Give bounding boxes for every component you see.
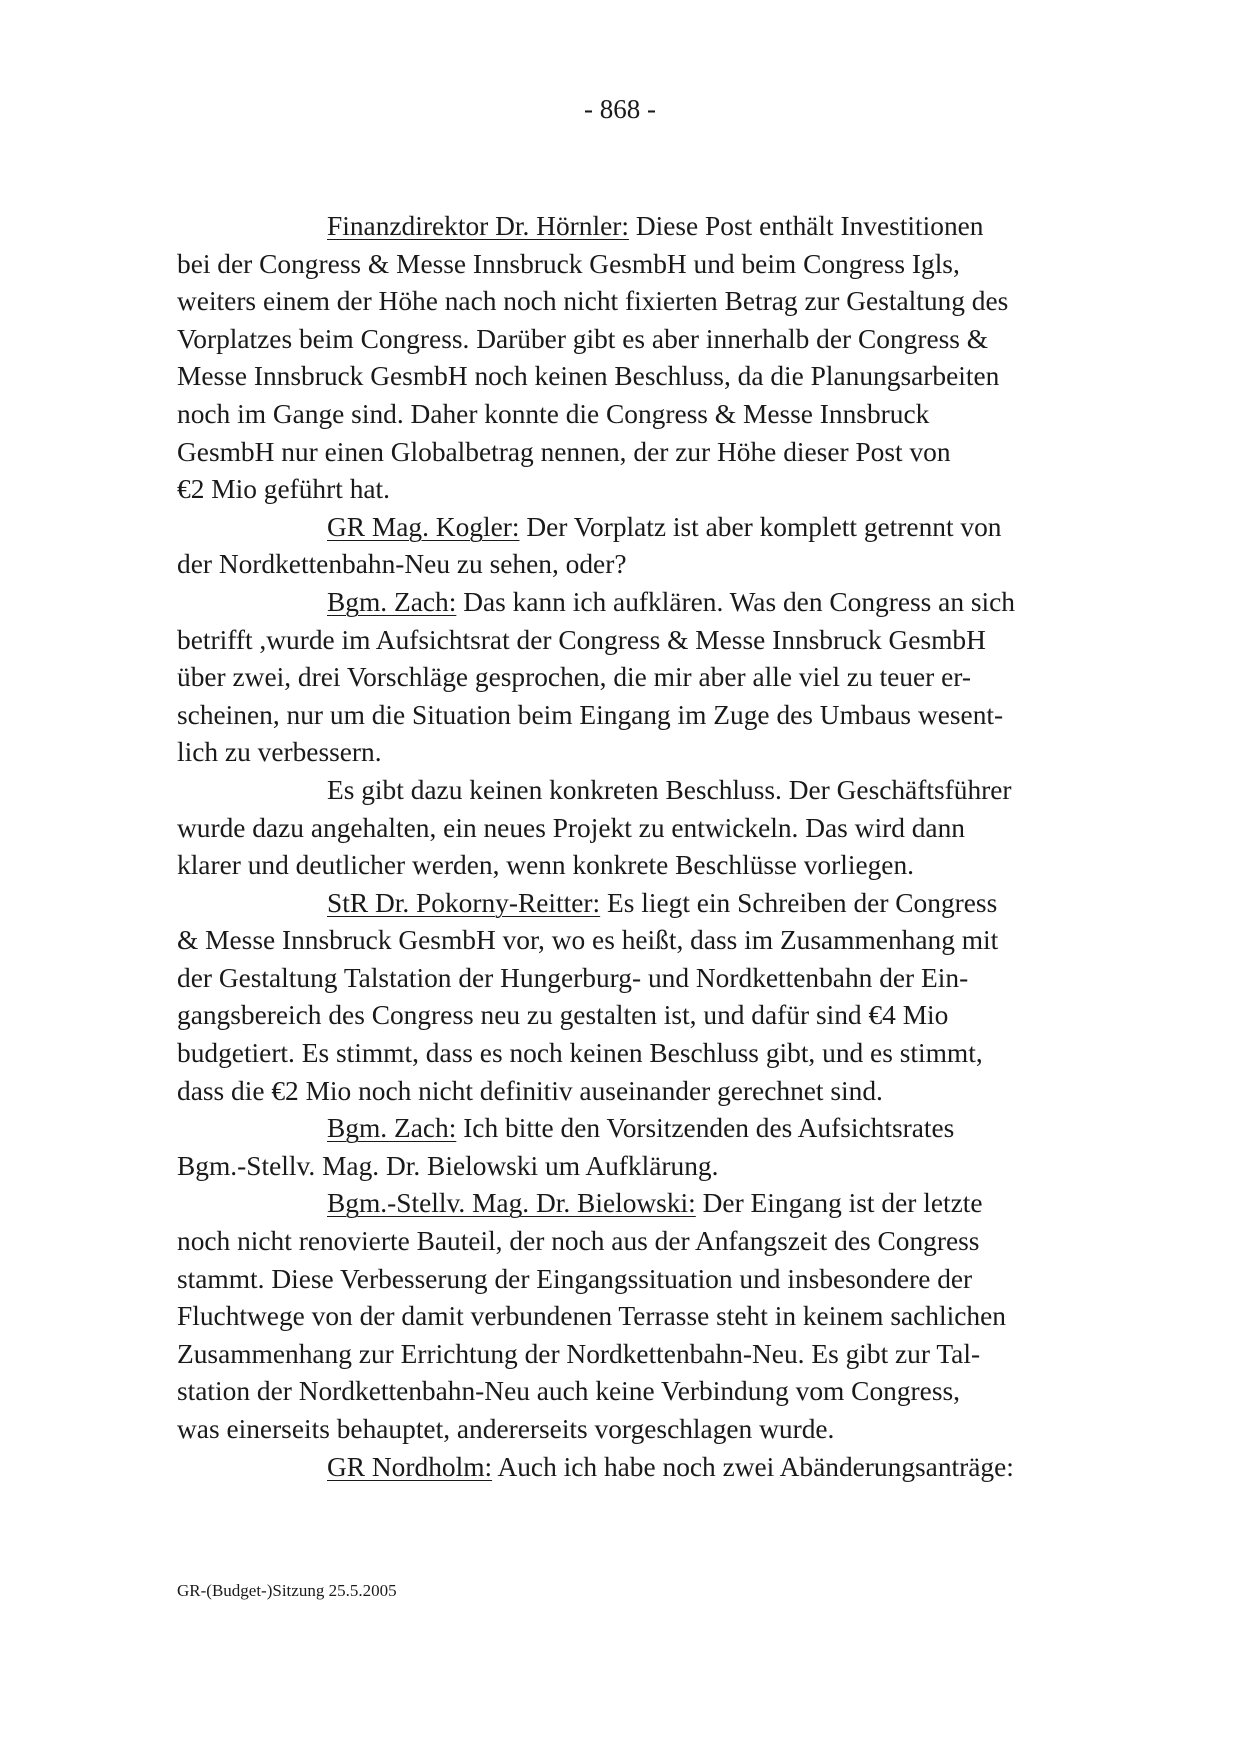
text-line: der Gestaltung Talstation der Hungerburg- und Nordkettenbahn der Ein- (177, 962, 969, 993)
text-line: Messe Innsbruck GesmbH noch keinen Beschluss, da die Planungsarbeiten (177, 361, 1000, 392)
text-line: Fluchtwege von der damit verbundenen Terrasse steht in keinem sachlichen (177, 1301, 1006, 1332)
speaker-name: GR Nordholm: (327, 1451, 493, 1482)
text-line: dass die €2 Mio noch nicht definitiv auseinander gerechnet sind. (177, 1075, 883, 1106)
text-line: betrifft ,wurde im Aufsichtsrat der Congress & Messe Innsbruck GesmbH (177, 624, 986, 655)
text-line: Der Eingang ist der letzte (702, 1188, 983, 1219)
paragraph-first-line (177, 208, 1067, 246)
speaker-name: StR Dr. Pokorny-Reitter: (327, 887, 601, 918)
paragraph-first-line (177, 1449, 1067, 1487)
speaker-name: Finanzdirektor Dr. Hörnler: (327, 211, 629, 241)
text-line: noch nicht renovierte Bauteil, der noch aus der Anfangszeit des Congress (177, 1226, 980, 1257)
text-line: Es gibt dazu keinen konkreten Beschluss. Der Geschäftsführer (327, 774, 1012, 805)
text-line: station der Nordkettenbahn-Neu auch keine Verbindung vom Congress, (177, 1376, 960, 1407)
text-line: Der Vorplatz ist aber komplett getrennt von (526, 511, 1002, 542)
text-line: Zusammenhang zur Errichtung der Nordkettenbahn-Neu. Es gibt zur Tal- (177, 1338, 981, 1369)
text-line: Das kann ich aufklären. Was den Congress an sich (463, 586, 1015, 617)
text-line: der Nordkettenbahn-Neu zu sehen, oder? (177, 549, 627, 580)
text-line: Auch ich habe noch zwei Abänderungsanträge: (497, 1451, 1014, 1482)
paragraph-first-line (177, 1110, 1067, 1148)
text-line: €2 Mio geführt hat. (177, 474, 390, 505)
text-line: Bgm.-Stellv. Mag. Dr. Bielowski um Aufklärung. (177, 1150, 719, 1181)
text-line: Es liegt ein Schreiben der Congress (607, 887, 998, 918)
text-line: wurde dazu angehalten, ein neues Projekt zu entwickeln. Das wird dann (177, 812, 965, 843)
text-line: noch im Gange sind. Daher konnte die Congress & Messe Innsbruck (177, 398, 930, 429)
text-line: über zwei, drei Vorschläge gesprochen, die mir aber alle viel zu teuer er- (177, 662, 971, 693)
speaker-name: GR Mag. Kogler: (327, 511, 520, 542)
text-line: gangsbereich des Congress neu zu gestalten ist, und dafür sind €4 Mio (177, 1000, 949, 1031)
text-line: lich zu verbessern. (177, 737, 382, 768)
text-line: bei der Congress & Messe Innsbruck GesmbH und beim Congress Igls, (177, 248, 960, 279)
paragraph-first-line (177, 584, 1067, 622)
speaker-name: Bgm. Zach: (327, 1113, 457, 1144)
text-line: GesmbH nur einen Globalbetrag nennen, der zur Höhe dieser Post von (177, 436, 951, 467)
text-line: weiters einem der Höhe nach noch nicht fixierten Betrag zur Gestaltung des (177, 286, 1009, 317)
text-line: klarer und deutlicher werden, wenn konkrete Beschlüsse vorliegen. (177, 850, 915, 881)
text-line: budgetiert. Es stimmt, dass es noch keinen Beschluss gibt, und es stimmt, (177, 1038, 983, 1069)
footer-session-label: GR-(Budget-)Sitzung 25.5.2005 (177, 1581, 397, 1600)
paragraph-first-line (177, 509, 1067, 547)
text-line: & Messe Innsbruck GesmbH vor, wo es heißt, dass im Zusammenhang mit (177, 925, 999, 956)
text-line: Diese Post enthält Investitionen (635, 211, 984, 241)
speaker-name: Bgm.-Stellv. Mag. Dr. Bielowski: (327, 1188, 696, 1219)
document-body (177, 208, 1067, 1486)
text-line: Ich bitte den Vorsitzenden des Aufsichtsrates (463, 1113, 955, 1144)
text-line: Vorplatzes beim Congress. Darüber gibt es aber innerhalb der Congress & (177, 323, 989, 354)
paragraph-first-line (177, 885, 1067, 923)
paragraph-first-line (177, 1185, 1067, 1223)
text-line: scheinen, nur um die Situation beim Eingang im Zuge des Umbaus wesent- (177, 699, 1004, 730)
page-number: - 868 - (584, 94, 656, 124)
text-line: was einerseits behauptet, andererseits vorgeschlagen wurde. (177, 1414, 835, 1444)
text-line: stammt. Diese Verbesserung der Eingangssituation und insbesondere der (177, 1263, 973, 1294)
speaker-name: Bgm. Zach: (327, 586, 457, 617)
